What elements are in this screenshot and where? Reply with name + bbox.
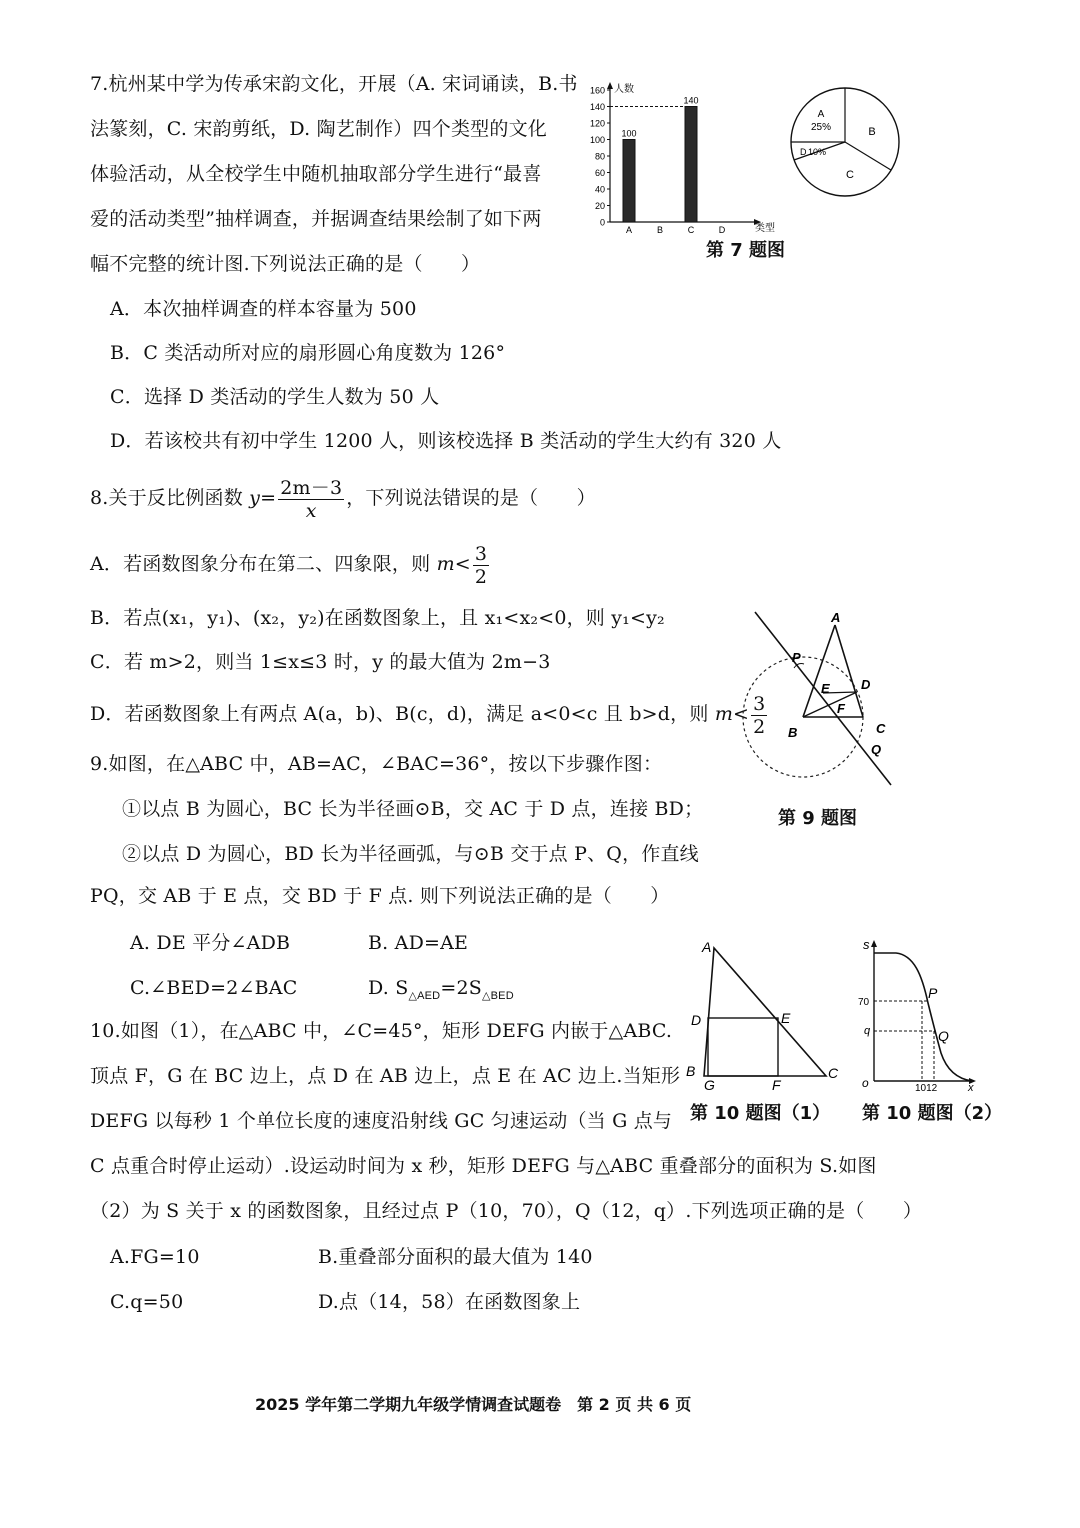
label-e: E (821, 681, 830, 696)
label-p: P (928, 985, 938, 1001)
q8-option-a (90, 540, 491, 588)
pie-label-b: B (868, 126, 876, 138)
bar-category-label: D (718, 225, 726, 235)
label-c: C (876, 721, 886, 736)
bar-ylabel: 人数 (614, 84, 634, 95)
q9-option-c: C.∠BED=2∠BAC (130, 977, 298, 999)
bar-c (685, 107, 697, 223)
q10-line-5: （2）为 S 关于 x 的函数图象，且经过点 P（10，70），Q（12，q）.下列选项正确的是（ ） (90, 1200, 923, 1222)
label-70: 70 (858, 997, 870, 1008)
side-ab (803, 625, 835, 717)
bar-y-tick-label: 0 (599, 217, 605, 228)
q7-option-b: B．C 类活动所对应的扇形圆心角度数为 126° (110, 342, 506, 364)
q10-option-b: B.重叠部分面积的最大值为 140 (318, 1246, 593, 1268)
q8-stem-suffix: ，下列说法错误的是（ ） (346, 487, 596, 509)
q7-line-5: 幅不完整的统计图.下列说法正确的是（ ） (90, 253, 481, 275)
q8-option-c: C．若 m>2，则当 1≤x≤3 时，y 的最大值为 2m−3 (90, 651, 551, 673)
q8-option-d-text: D．若函数图象上有两点 A(a，b)、B(c，d)，满足 a<0<c 且 b>d，则 (90, 703, 715, 725)
q9-option-d-s: D. S (368, 977, 409, 999)
q9-step-1: ①以点 B 为圆心，BC 长为半径画⊙B，交 AC 于 D 点，连接 BD； (122, 798, 704, 820)
q10-line-3: DEFG 以每秒 1 个单位长度的速度沿射线 GC 匀速运动（当 G 点与 (90, 1110, 673, 1132)
frac-num: 3 (474, 542, 488, 565)
q9-option-d-mid: =2S (440, 977, 482, 999)
q7-option-d: D．若该校共有初中学生 1200 人，则该校选择 B 类活动的学生大约有 320 人 (110, 430, 782, 452)
q7-line-1: 7.杭州某中学为传承宋韵文化，开展（A. 宋词诵读，B.书 (90, 73, 578, 95)
q10-line-1: 10.如图（1），在△ABC 中，∠C=45°，矩形 DEFG 内嵌于△ABC. (90, 1020, 673, 1042)
q10-line-4: C 点重合时停止运动）.设运动时间为 x 秒，矩形 DEFG 与△ABC 重叠部分的面积为 S.如图 (90, 1155, 877, 1177)
q10-figure-2-caption: 第 10 题图（2） (862, 1103, 1003, 1124)
q10-option-a: A.FG=10 (110, 1246, 200, 1268)
label-d: D (861, 677, 871, 692)
q7-line-3: 体验活动，从全校学生中随机抽取部分学生进行“最喜 (90, 163, 542, 185)
q7-line-2: 法篆刻，C. 宋韵剪纸，D. 陶艺制作）四个类型的文化 (90, 118, 547, 140)
q10-figure-2 (858, 935, 988, 1095)
q8-func-numerator: 2m－3 (280, 476, 343, 499)
bar-y-tick-label: 100 (589, 135, 605, 145)
q7-bar-chart (585, 80, 785, 238)
label-p: P (792, 650, 801, 665)
q8-option-a-m: m< (436, 553, 471, 575)
q8-option-d-m: m< (714, 703, 750, 725)
bar-y-arrow (607, 82, 613, 89)
q7-option-c: C．选择 D 类活动的学生人数为 50 人 (110, 386, 440, 408)
q8-stem-prefix: 8.关于反比例函数 (90, 487, 250, 509)
bar-category-label: A (625, 225, 633, 235)
q9-step-2: ②以点 D 为圆心，BD 长为半径画弧，与⊙B 交于点 P、Q，作直线 (122, 843, 699, 865)
bar-category-label: C (687, 225, 695, 235)
q9-option-d (368, 976, 514, 1008)
label-c: C (828, 1065, 839, 1081)
bar-data-label-a: 100 (621, 128, 637, 139)
q10-option-d: D.点（14，58）在函数图象上 (318, 1291, 581, 1313)
q9-figure-caption: 第 9 题图 (778, 808, 858, 829)
triangle-abc (704, 948, 826, 1076)
q10-figure-1 (680, 930, 850, 1090)
label-b: B (686, 1063, 696, 1079)
q9-figure (728, 600, 908, 800)
bar-category-label: B (656, 225, 664, 235)
q9-stem-line-1: 9.如图，在△ABC 中，AB=AC，∠BAC=36°，按以下步骤作图： (90, 753, 663, 775)
q8-option-b: B．若点(x₁，y₁)、(x₂，y₂)在函数图象上，且 x₁<x₂<0，则 y₁<y₂ (90, 607, 665, 629)
label-b: B (788, 725, 798, 740)
pie-value-d: 10% (808, 147, 827, 157)
frac-den: 2 (753, 715, 766, 738)
label-o: o (862, 1076, 869, 1090)
label-a: A (831, 610, 841, 625)
bar-xlabel: 类型 (755, 223, 775, 234)
pie-label-a: A (817, 109, 825, 120)
q8-option-a-text: A．若函数图象分布在第二、四象限，则 (90, 553, 437, 575)
pie-value-a: 25% (810, 122, 832, 133)
label-x: x (968, 1082, 974, 1094)
bar-data-label-c: 140 (683, 95, 699, 106)
label-q-value: q (864, 1025, 871, 1037)
rectangle-defg (708, 1018, 778, 1076)
graph-y-arrow (871, 940, 877, 947)
label-s: s (863, 937, 870, 952)
frac-den: 2 (474, 565, 488, 588)
bar-a (623, 140, 635, 223)
label-a: A (702, 939, 712, 955)
label-e: E (781, 1010, 791, 1026)
q8-func-y: y= (249, 487, 277, 509)
bar-y-tick-label: 80 (594, 151, 605, 162)
bar-y-tick-label: 140 (589, 102, 605, 112)
graph-curve-s (874, 953, 972, 1081)
q10-option-c: C.q=50 (110, 1291, 184, 1313)
label-1012: 1012 (915, 1083, 938, 1094)
label-f: F (837, 701, 845, 716)
frac-num: 3 (753, 692, 766, 715)
bar-y-tick-label: 120 (589, 118, 605, 129)
q7-line-4: 爱的活动类型”抽样调查，并据调查结果绘制了如下两 (90, 208, 542, 230)
q9-stem-line-2: PQ，交 AB 于 E 点，交 BD 于 F 点. 则下列说法正确的是（ ） (90, 885, 670, 907)
q8-stem (90, 474, 596, 522)
label-q: Q (871, 742, 882, 757)
pie-label-c: C (846, 169, 854, 181)
pie-label-d: D (800, 147, 807, 157)
q9-option-b: B. AD=AE (368, 932, 469, 954)
q8-function-fraction (278, 477, 344, 522)
q7-pie-chart (788, 85, 902, 199)
label-f: F (772, 1077, 781, 1090)
q8-option-a-fraction (473, 543, 489, 588)
q8-option-d (90, 690, 769, 738)
bar-y-tick-label: 60 (594, 168, 605, 178)
q7-figure-caption: 第 7 题图 (706, 240, 786, 261)
q7-option-a: A．本次抽样调查的样本容量为 500 (110, 298, 417, 320)
q9-option-a: A. DE 平分∠ADB (130, 932, 291, 954)
q9-option-d-sub-2: △BED (481, 989, 514, 1002)
line-pq (755, 612, 891, 785)
q10-line-2: 顶点 F，G 在 BC 边上，点 D 在 AB 边上，点 E 在 AC 边上.当矩形 (90, 1065, 681, 1087)
bar-y-tick-label: 160 (589, 85, 605, 96)
q9-option-d-sub-1: △AED (408, 989, 441, 1002)
q8-func-denominator: x (305, 499, 317, 522)
label-g: G (704, 1077, 715, 1090)
page-footer: 2025 学年第二学期九年级学情调查试题卷 第 2 页 共 6 页 (255, 1395, 692, 1414)
q10-figure-1-caption: 第 10 题图（1） (690, 1103, 831, 1124)
label-d: D (691, 1012, 702, 1028)
label-q: Q (938, 1028, 949, 1044)
bar-y-tick-label: 40 (594, 184, 605, 195)
bar-y-tick-label: 20 (594, 201, 605, 211)
